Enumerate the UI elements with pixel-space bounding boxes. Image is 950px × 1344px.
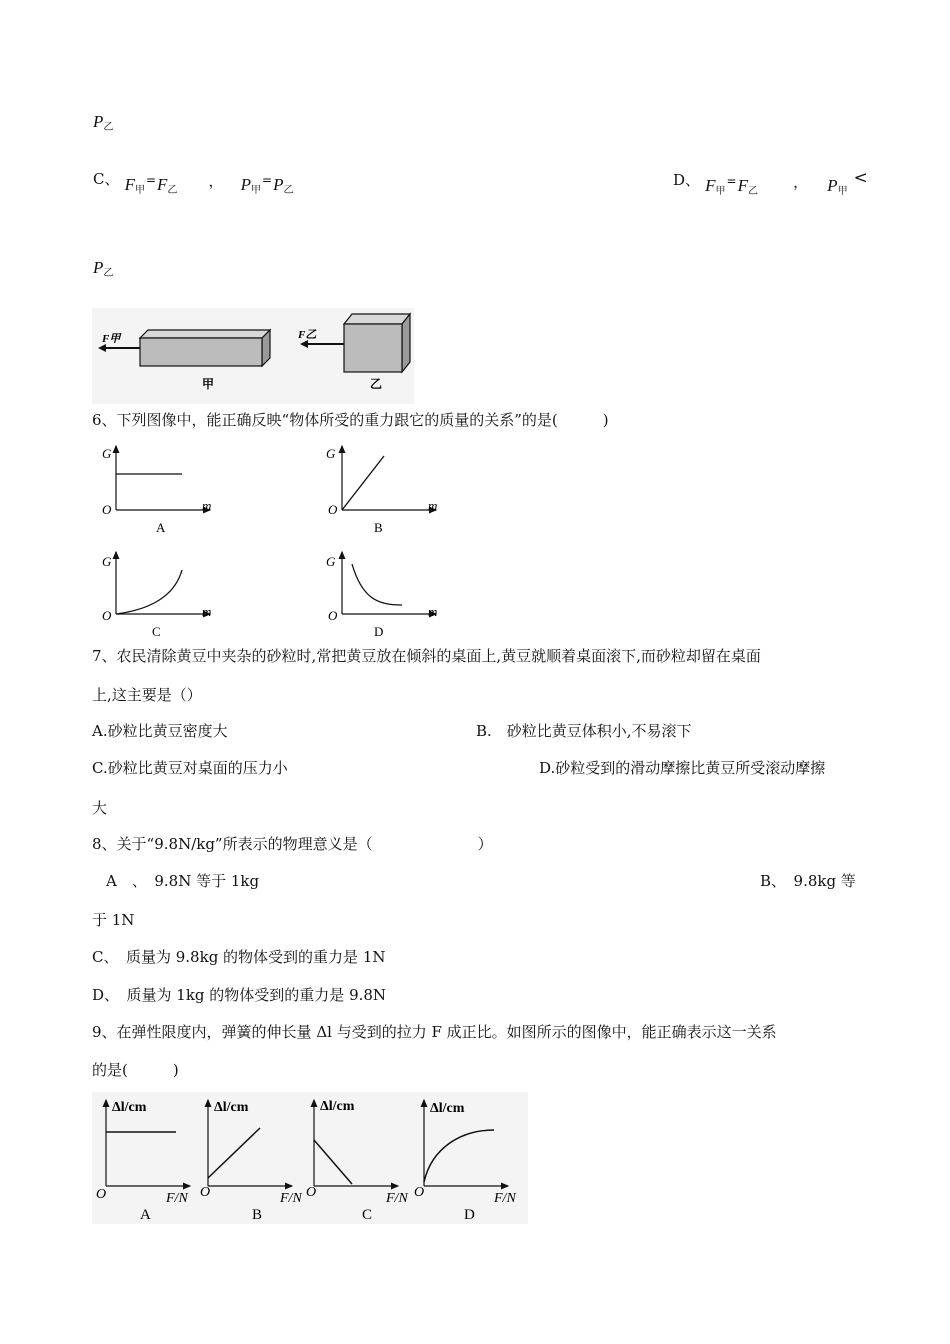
svg-text:C: C: [152, 624, 161, 638]
svg-text:m: m: [202, 604, 212, 619]
q7-option-d: D.砂粒受到的滑动摩擦比黄豆所受滚动摩擦: [539, 759, 826, 777]
svg-text:D: D: [374, 624, 384, 638]
svg-text:O: O: [102, 608, 112, 623]
q6-graph-a: [102, 446, 211, 535]
svg-text:B: B: [252, 1207, 263, 1223]
svg-text:G: G: [326, 446, 336, 461]
svg-text:F/N: F/N: [386, 1191, 408, 1206]
svg-text:Δl/cm: Δl/cm: [214, 1100, 249, 1115]
svg-text:F/N: F/N: [166, 1191, 188, 1206]
q7-option-d-wrap: 大: [92, 799, 108, 817]
q8-option-d: D、 质量为 1kg 的物体受到的重力是 9.8N: [92, 986, 387, 1004]
svg-text:A: A: [156, 520, 166, 535]
q8-option-a: A 、 9.8N 等于 1kg: [106, 872, 260, 890]
svg-text:F/N: F/N: [494, 1191, 516, 1206]
svg-text:C: C: [362, 1207, 373, 1223]
svg-text:G: G: [102, 554, 112, 569]
q5-blocks-figure: [92, 308, 414, 404]
svg-text:Δl/cm: Δl/cm: [112, 1100, 147, 1115]
svg-text:G: G: [102, 446, 112, 461]
q8-option-b-wrap: 于 1N: [92, 911, 135, 929]
q9-graphs: [92, 1092, 528, 1224]
svg-text:G: G: [326, 554, 336, 569]
q7-option-c: C.砂粒比黄豆对桌面的压力小: [92, 759, 288, 777]
svg-text:O: O: [102, 502, 112, 517]
q6-stem: 6、下列图像中，能正确反映“物体所受的重力跟它的质量的关系”的是( ): [92, 411, 609, 429]
q7-option-b: B. 砂粒比黄豆体积小,不易滚下: [476, 722, 692, 740]
svg-text:B: B: [374, 520, 383, 535]
q6-graphs: [92, 438, 442, 638]
q6-graph-b: [326, 446, 437, 535]
q7-option-a: A.砂粒比黄豆密度大: [92, 722, 228, 740]
svg-text:Δl/cm: Δl/cm: [430, 1101, 465, 1116]
block-yi-label: 乙: [370, 377, 383, 391]
svg-text:O: O: [96, 1187, 107, 1202]
block-jia-label: 甲: [202, 377, 215, 391]
q8-option-b: B、 9.8kg 等: [760, 872, 856, 890]
q5-option-c: C、 $F_甲^=F_乙$ ， $P_甲^=P_乙$: [93, 170, 294, 196]
svg-text:m: m: [428, 604, 438, 619]
q8-stem: 8、关于“9.8N/kg”所表示的物理意义是（ ）: [92, 835, 493, 853]
q9-stem-line2: 的是( ): [92, 1061, 179, 1079]
q6-graph-d: [326, 552, 437, 638]
svg-text:O: O: [328, 502, 338, 517]
q5-p-yi-bottom: $P_乙$: [93, 258, 114, 279]
svg-text:O: O: [306, 1185, 317, 1200]
force-jia-label: F甲: [102, 333, 121, 345]
svg-text:D: D: [464, 1207, 475, 1223]
svg-text:A: A: [140, 1207, 151, 1223]
svg-text:Δl/cm: Δl/cm: [320, 1099, 355, 1114]
q7-stem-line2: 上,这主要是（）: [92, 686, 202, 704]
svg-text:O: O: [414, 1185, 425, 1200]
q7-stem-line1: 7、农民清除黄豆中夹杂的砂粒时,常把黄豆放在倾斜的桌面上,黄豆就顺着桌面滚下,而砂粒却留在桌面: [92, 647, 761, 665]
svg-text:O: O: [200, 1185, 211, 1200]
svg-text:O: O: [328, 608, 338, 623]
q6-graph-c: [102, 552, 211, 638]
force-yi-label: F乙: [298, 329, 317, 341]
svg-text:m: m: [428, 498, 438, 513]
svg-text:m: m: [202, 498, 212, 513]
q8-option-c: C、 质量为 9.8kg 的物体受到的重力是 1N: [92, 948, 386, 966]
svg-text:F/N: F/N: [280, 1191, 302, 1206]
q5-option-d: D、 $F_甲^=F_乙$ ， $P_甲<$: [673, 168, 868, 197]
q9-stem-line1: 9、在弹性限度内，弹簧的伸长量 Δl 与受到的拉力 F 成正比。如图所示的图像中，能正确表示这一关系: [92, 1023, 777, 1041]
q5-p-yi-top: $P_乙$: [93, 112, 114, 133]
